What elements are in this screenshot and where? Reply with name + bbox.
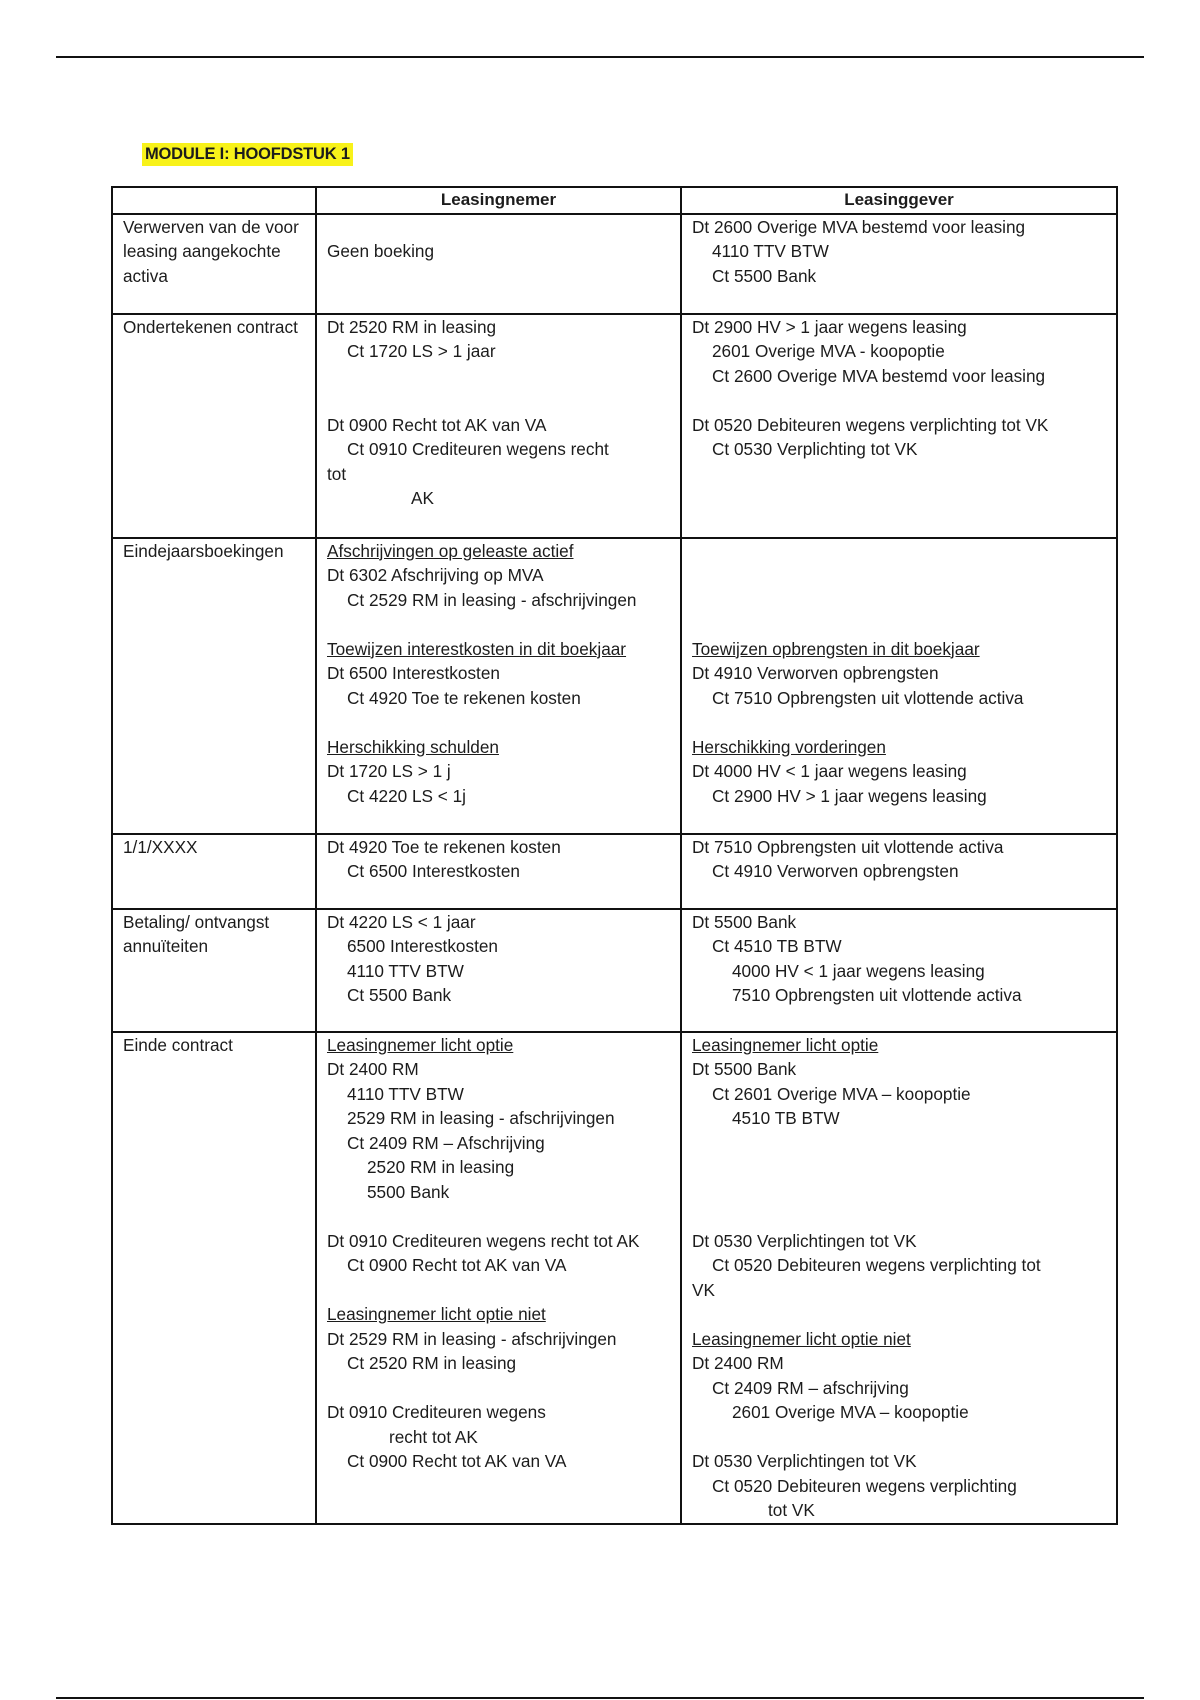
gever-cell <box>681 314 1117 538</box>
entry-line: Ct 4220 LS < 1j <box>347 785 466 806</box>
entry-line: Ct 2529 RM in leasing - afschrijvingen <box>347 589 637 610</box>
entry-line: Ct 2900 HV > 1 jaar wegens leasing <box>712 785 987 806</box>
entry-line: Dt 5500 Bank <box>692 911 797 932</box>
entry-line: tot <box>327 463 347 484</box>
entry-line: Dt 0520 Debiteuren wegens verplichting tot VK <box>692 414 1049 435</box>
nemer-cell <box>316 834 681 909</box>
entry-heading: Toewijzen opbrengsten in dit boekjaar <box>692 638 980 659</box>
entry-line: Ct 7510 Opbrengsten uit vlottende activa <box>712 687 1024 708</box>
table-row <box>112 909 1117 1032</box>
entry-line: Ct 0900 Recht tot AK van VA <box>347 1255 567 1275</box>
entry-line: 4110 TTV BTW <box>347 1083 464 1104</box>
entry-line: Ct 0910 Crediteuren wegens recht <box>347 439 609 459</box>
entry-line: Dt 2400 RM <box>327 1059 419 1079</box>
nemer-cell <box>316 214 681 314</box>
entry-line: Ct 2600 Overige MVA bestemd voor leasing <box>712 365 1046 386</box>
entry-line: Dt 0530 Verplichtingen tot VK <box>692 1230 917 1251</box>
entry-line: Dt 2900 HV > 1 jaar wegens leasing <box>692 316 967 337</box>
entry-line: Dt 6302 Afschrijving op MVA <box>327 565 544 585</box>
entry-line: 2601 Overige MVA – koopoptie <box>732 1402 969 1422</box>
entry-line: Ct 5500 Bank <box>347 985 452 1005</box>
header-leasingnemer: Leasingnemer <box>316 187 681 214</box>
entry-line: Ct 1720 LS > 1 jaar <box>347 341 496 361</box>
entry-line: Dt 0900 Recht tot AK van VA <box>327 414 547 435</box>
entry-line: Ct 2601 Overige MVA – koopoptie <box>712 1083 971 1104</box>
nemer-cell <box>316 1032 681 1524</box>
table-row <box>112 538 1117 834</box>
table-row <box>112 1032 1117 1524</box>
entry-line: 6500 Interestkosten <box>347 936 498 956</box>
entry-line: Dt 0910 Crediteuren wegens recht tot AK <box>327 1230 640 1251</box>
row-label: Betaling/ ontvangst annuïteiten <box>112 909 316 1032</box>
entry-line: 5500 Bank <box>367 1181 450 1202</box>
entry-line: Ct 6500 Interestkosten <box>347 861 520 881</box>
gever-cell <box>681 834 1117 909</box>
entry-line: Ct 4910 Verworven opbrengsten <box>712 861 959 881</box>
entry-line: Dt 4910 Verworven opbrengsten <box>692 663 939 683</box>
entry-line: Dt 5500 Bank <box>692 1059 797 1079</box>
entry-line: 7510 Opbrengsten uit vlottende activa <box>732 985 1022 1005</box>
gever-cell <box>681 1032 1117 1524</box>
table-row <box>112 314 1117 538</box>
entry-line: Geen boeking <box>327 240 435 261</box>
row-label: Einde contract <box>112 1032 316 1524</box>
row-label: Eindejaarsboekingen <box>112 538 316 834</box>
module-heading: MODULE I: HOOFDSTUK 1 <box>142 143 353 166</box>
entry-line: Ct 5500 Bank <box>712 265 817 286</box>
entry-line: Ct 0520 Debiteuren wegens verplichting <box>712 1475 1017 1496</box>
entry-line: 4510 TB BTW <box>732 1108 840 1128</box>
header-leasinggever: Leasinggever <box>681 187 1117 214</box>
entry-line: 4000 HV < 1 jaar wegens leasing <box>732 960 985 981</box>
table-row <box>112 214 1117 314</box>
gever-cell <box>681 538 1117 834</box>
entry-line: 4110 TTV BTW <box>347 960 464 981</box>
entry-line: tot VK <box>768 1500 815 1520</box>
entry-line: Ct 2409 RM – afschrijving <box>712 1377 909 1398</box>
entry-line: Ct 2520 RM in leasing <box>347 1353 517 1373</box>
entry-line: Dt 2400 RM <box>692 1353 784 1373</box>
entry-heading: Leasingnemer licht optie <box>692 1034 879 1055</box>
entry-line: Dt 7510 Opbrengsten uit vlottende activa <box>692 836 1004 857</box>
entry-heading: Herschikking vorderingen <box>692 736 886 757</box>
entry-line: 2601 Overige MVA - koopoptie <box>712 341 945 361</box>
entry-line: 2520 RM in leasing <box>367 1157 515 1177</box>
gever-cell <box>681 909 1117 1032</box>
entry-line: recht tot AK <box>389 1426 478 1447</box>
entry-heading: Afschrijvingen op geleaste actief <box>327 540 574 561</box>
top-rule <box>56 56 1144 58</box>
entry-line: VK <box>692 1279 715 1300</box>
row-label: 1/1/XXXX <box>112 834 316 909</box>
entry-line: Ct 4920 Toe te rekenen kosten <box>347 687 581 708</box>
leasing-journal-table <box>111 186 1118 1525</box>
gever-cell <box>681 214 1117 314</box>
entry-heading: Leasingnemer licht optie <box>327 1034 514 1055</box>
entry-heading: Herschikking schulden <box>327 736 499 757</box>
entry-line: 2529 RM in leasing - afschrijvingen <box>347 1108 615 1128</box>
entry-line: Ct 0900 Recht tot AK van VA <box>347 1451 567 1471</box>
entry-line: Dt 4000 HV < 1 jaar wegens leasing <box>692 761 967 781</box>
entry-line: 4110 TTV BTW <box>712 241 829 261</box>
entry-line: Dt 0910 Crediteuren wegens <box>327 1402 546 1422</box>
entry-line: Dt 2529 RM in leasing - afschrijvingen <box>327 1328 617 1349</box>
entry-heading: Leasingnemer licht optie niet <box>327 1304 546 1324</box>
entry-line: Ct 2409 RM – Afschrijving <box>347 1132 545 1153</box>
entry-line: Dt 6500 Interestkosten <box>327 663 500 683</box>
row-label: Verwerven van de voor leasing aangekochte activa <box>112 214 316 314</box>
entry-heading: Toewijzen interestkosten in dit boekjaar <box>327 638 627 659</box>
nemer-cell <box>316 909 681 1032</box>
entry-line: Dt 2600 Overige MVA bestemd voor leasing <box>692 216 1026 237</box>
header-row <box>112 187 1117 214</box>
entry-line: Ct 4510 TB BTW <box>712 936 842 956</box>
bottom-rule <box>56 1697 1144 1699</box>
entry-line: AK <box>411 488 434 508</box>
entry-line: Ct 0530 Verplichting tot VK <box>712 439 918 459</box>
header-empty <box>112 187 316 214</box>
entry-line: Dt 1720 LS > 1 j <box>327 761 451 781</box>
entry-line: Dt 2520 RM in leasing <box>327 316 497 337</box>
table-row <box>112 834 1117 909</box>
entry-line: Ct 0520 Debiteuren wegens verplichting tot <box>712 1255 1041 1275</box>
entry-line: Dt 0530 Verplichtingen tot VK <box>692 1451 917 1471</box>
entry-heading: Leasingnemer licht optie niet <box>692 1328 911 1349</box>
row-label: Ondertekenen contract <box>112 314 316 538</box>
entry-line: Dt 4920 Toe te rekenen kosten <box>327 836 561 857</box>
entry-line: Dt 4220 LS < 1 jaar <box>327 911 476 932</box>
nemer-cell <box>316 314 681 538</box>
nemer-cell <box>316 538 681 834</box>
